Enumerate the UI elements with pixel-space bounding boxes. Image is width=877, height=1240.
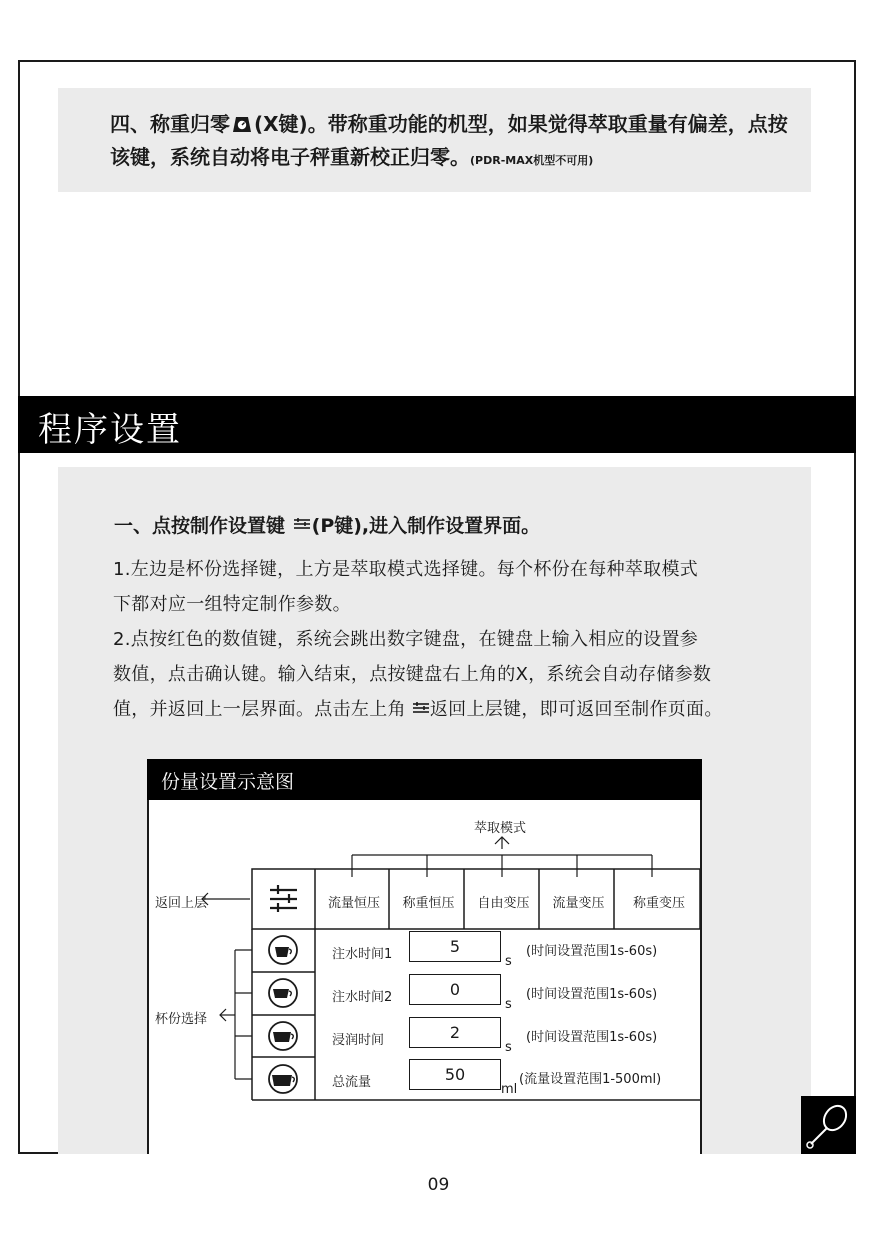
section-4-line2: 该键，系统自动将电子秤重新校正归零。(PDR-MAX机型不可用) xyxy=(110,145,594,169)
scale-icon xyxy=(232,114,252,132)
page-number: 09 xyxy=(427,1175,450,1195)
diagram-title-bar xyxy=(147,759,702,800)
back-label: 返回上层 xyxy=(155,896,208,911)
row-label-0: 注水时间1 xyxy=(332,947,393,962)
section-4-box xyxy=(58,88,811,192)
para-1-line-2: 下都对应一组特定制作参数。 xyxy=(113,594,351,615)
mode-tab-0[interactable]: 流量恒压 xyxy=(327,896,380,911)
row-label-3: 总流量 xyxy=(332,1075,372,1090)
corner-badge xyxy=(801,1096,856,1154)
row-label-2: 浸润时间 xyxy=(332,1033,385,1048)
magnifier-icon xyxy=(801,1096,856,1154)
diagram-body xyxy=(147,800,702,1154)
section-1-heading: 一、点按制作设置键 (P键),进入制作设置界面。 xyxy=(114,515,541,537)
row-unit-1: s xyxy=(505,997,512,1012)
row-label-1: 注水时间2 xyxy=(332,990,393,1005)
row-value-0[interactable]: 5 xyxy=(409,931,501,962)
banner-title: 程序设置 xyxy=(38,410,182,450)
mode-tab-4[interactable]: 称重变压 xyxy=(632,896,685,911)
cup-select-label: 杯份选择 xyxy=(155,1012,208,1027)
para-2-line-2: 数值，点击确认键。输入结束，点按键盘右上角的X，系统会自动存储参数 xyxy=(113,664,712,685)
mode-label: 萃取模式 xyxy=(474,821,527,836)
para-2-line-1: 2.点按红色的数值键，系统会跳出数字键盘，在键盘上输入相应的设置参 xyxy=(113,629,699,650)
mode-tab-1[interactable]: 称重恒压 xyxy=(402,896,455,911)
diagram-panel xyxy=(147,759,702,1154)
row-value-3[interactable]: 50 xyxy=(409,1059,501,1090)
row-unit-2: s xyxy=(505,1040,512,1055)
row-unit-3: ml xyxy=(501,1082,518,1097)
row-range-3: (流量设置范围1-500ml) xyxy=(519,1072,662,1087)
mode-tab-3[interactable]: 流量变压 xyxy=(552,896,605,911)
section-4-line1: 四、称重归零 (X键)。带称重功能的机型，如果觉得萃取重量有偏差，点按 xyxy=(110,112,788,136)
row-range-0: (时间设置范围1s-60s) xyxy=(526,944,658,959)
row-range-2: (时间设置范围1s-60s) xyxy=(526,1030,658,1045)
back-settings-icon xyxy=(412,699,430,720)
row-value-1[interactable]: 0 xyxy=(409,974,501,1005)
para-1-line-1: 1.左边是杯份选择键，上方是萃取模式选择键。每个杯份在每种萃取模式 xyxy=(113,559,699,580)
mode-tab-2[interactable]: 自由变压 xyxy=(477,896,530,911)
settings-icon xyxy=(292,515,312,537)
row-value-2[interactable]: 2 xyxy=(409,1017,501,1048)
diagram-title: 份量设置示意图 xyxy=(161,771,295,793)
para-2-line-3: 值，并返回上一层界面。点击左上角 返回上层键，即可返回至制作页面。 xyxy=(113,699,723,720)
section-banner xyxy=(18,396,856,453)
row-range-1: (时间设置范围1s-60s) xyxy=(526,987,658,1002)
row-unit-0: s xyxy=(505,954,512,969)
